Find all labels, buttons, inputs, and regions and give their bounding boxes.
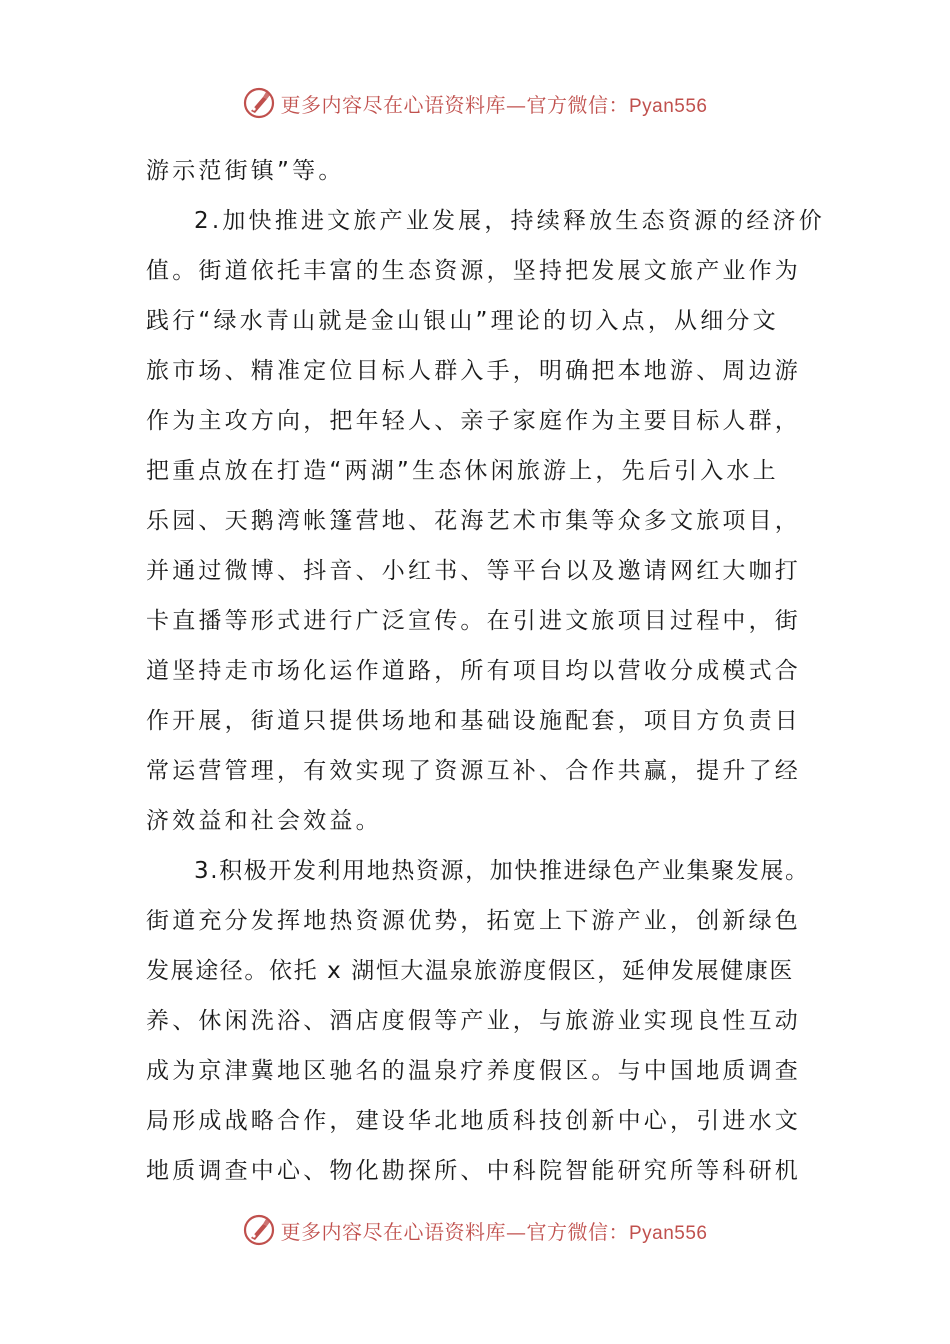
pen-nib-logo-icon bbox=[242, 1213, 276, 1247]
banner-text: 更多内容尽在心语资料库—官方微信：Pyan556 bbox=[280, 92, 708, 117]
paragraph-line: 地质调查中心、物化勘探所、中科院智能研究所等科研机 bbox=[146, 1158, 801, 1184]
paragraph-line: 并通过微博、抖音、小红书、等平台以及邀请网红大咖打 bbox=[146, 558, 801, 584]
paragraph-line: 养、休闲洗浴、酒店度假等产业，与旅游业实现良性互动 bbox=[146, 1008, 801, 1034]
paragraph-line: 作开展，街道只提供场地和基础设施配套，项目方负责日 bbox=[146, 708, 801, 734]
paragraph-line: 值。街道依托丰富的生态资源，坚持把发展文旅产业作为 bbox=[146, 258, 801, 284]
paragraph-heading-line: 3.积极开发利用地热资源，加快推进绿色产业集聚发展。 bbox=[194, 858, 810, 884]
paragraph-heading-line: 2.加快推进文旅产业发展，持续释放生态资源的经济价 bbox=[194, 208, 825, 234]
paragraph-line: 局形成战略合作，建设华北地质科技创新中心，引进水文 bbox=[146, 1108, 801, 1134]
pen-nib-logo-icon bbox=[242, 86, 276, 120]
paragraph-line: 旅市场、精准定位目标人群入手，明确把本地游、周边游 bbox=[146, 358, 801, 384]
wechat-id: Pyan556 bbox=[628, 1222, 708, 1244]
paragraph-line: 把重点放在打造“两湖”生态休闲旅游上，先后引入水上 bbox=[146, 458, 779, 484]
header-watermark-banner bbox=[0, 83, 950, 123]
paragraph-line: 践行“绿水青山就是金山银山”理论的切入点，从细分文 bbox=[146, 308, 779, 334]
banner-text: 更多内容尽在心语资料库—官方微信：Pyan556 bbox=[280, 1219, 708, 1244]
paragraph-line: 道坚持走市场化运作道路，所有项目均以营收分成模式合 bbox=[146, 658, 801, 684]
paragraph-line: 作为主攻方向，把年轻人、亲子家庭作为主要目标人群， bbox=[146, 408, 801, 434]
paragraph-line: 成为京津冀地区驰名的温泉疗养度假区。与中国地质调查 bbox=[146, 1058, 801, 1084]
paragraph-line: 游示范街镇”等。 bbox=[146, 158, 345, 184]
document-body bbox=[146, 146, 825, 1196]
footer-watermark-banner bbox=[0, 1210, 950, 1250]
wechat-id: Pyan556 bbox=[628, 95, 708, 117]
paragraph-line: 济效益和社会效益。 bbox=[146, 808, 382, 834]
paragraph-line: 卡直播等形式进行广泛宣传。在引进文旅项目过程中，街 bbox=[146, 608, 801, 634]
paragraph-line: 发展途径。依托 x 湖恒大温泉旅游度假区，延伸发展健康医 bbox=[146, 958, 795, 984]
paragraph-line: 街道充分发挥地热资源优势，拓宽上下游产业，创新绿色 bbox=[146, 908, 801, 934]
paragraph-line: 乐园、天鹅湾帐篷营地、花海艺术市集等众多文旅项目， bbox=[146, 508, 801, 534]
paragraph-line: 常运营管理，有效实现了资源互补、合作共赢，提升了经 bbox=[146, 758, 801, 784]
